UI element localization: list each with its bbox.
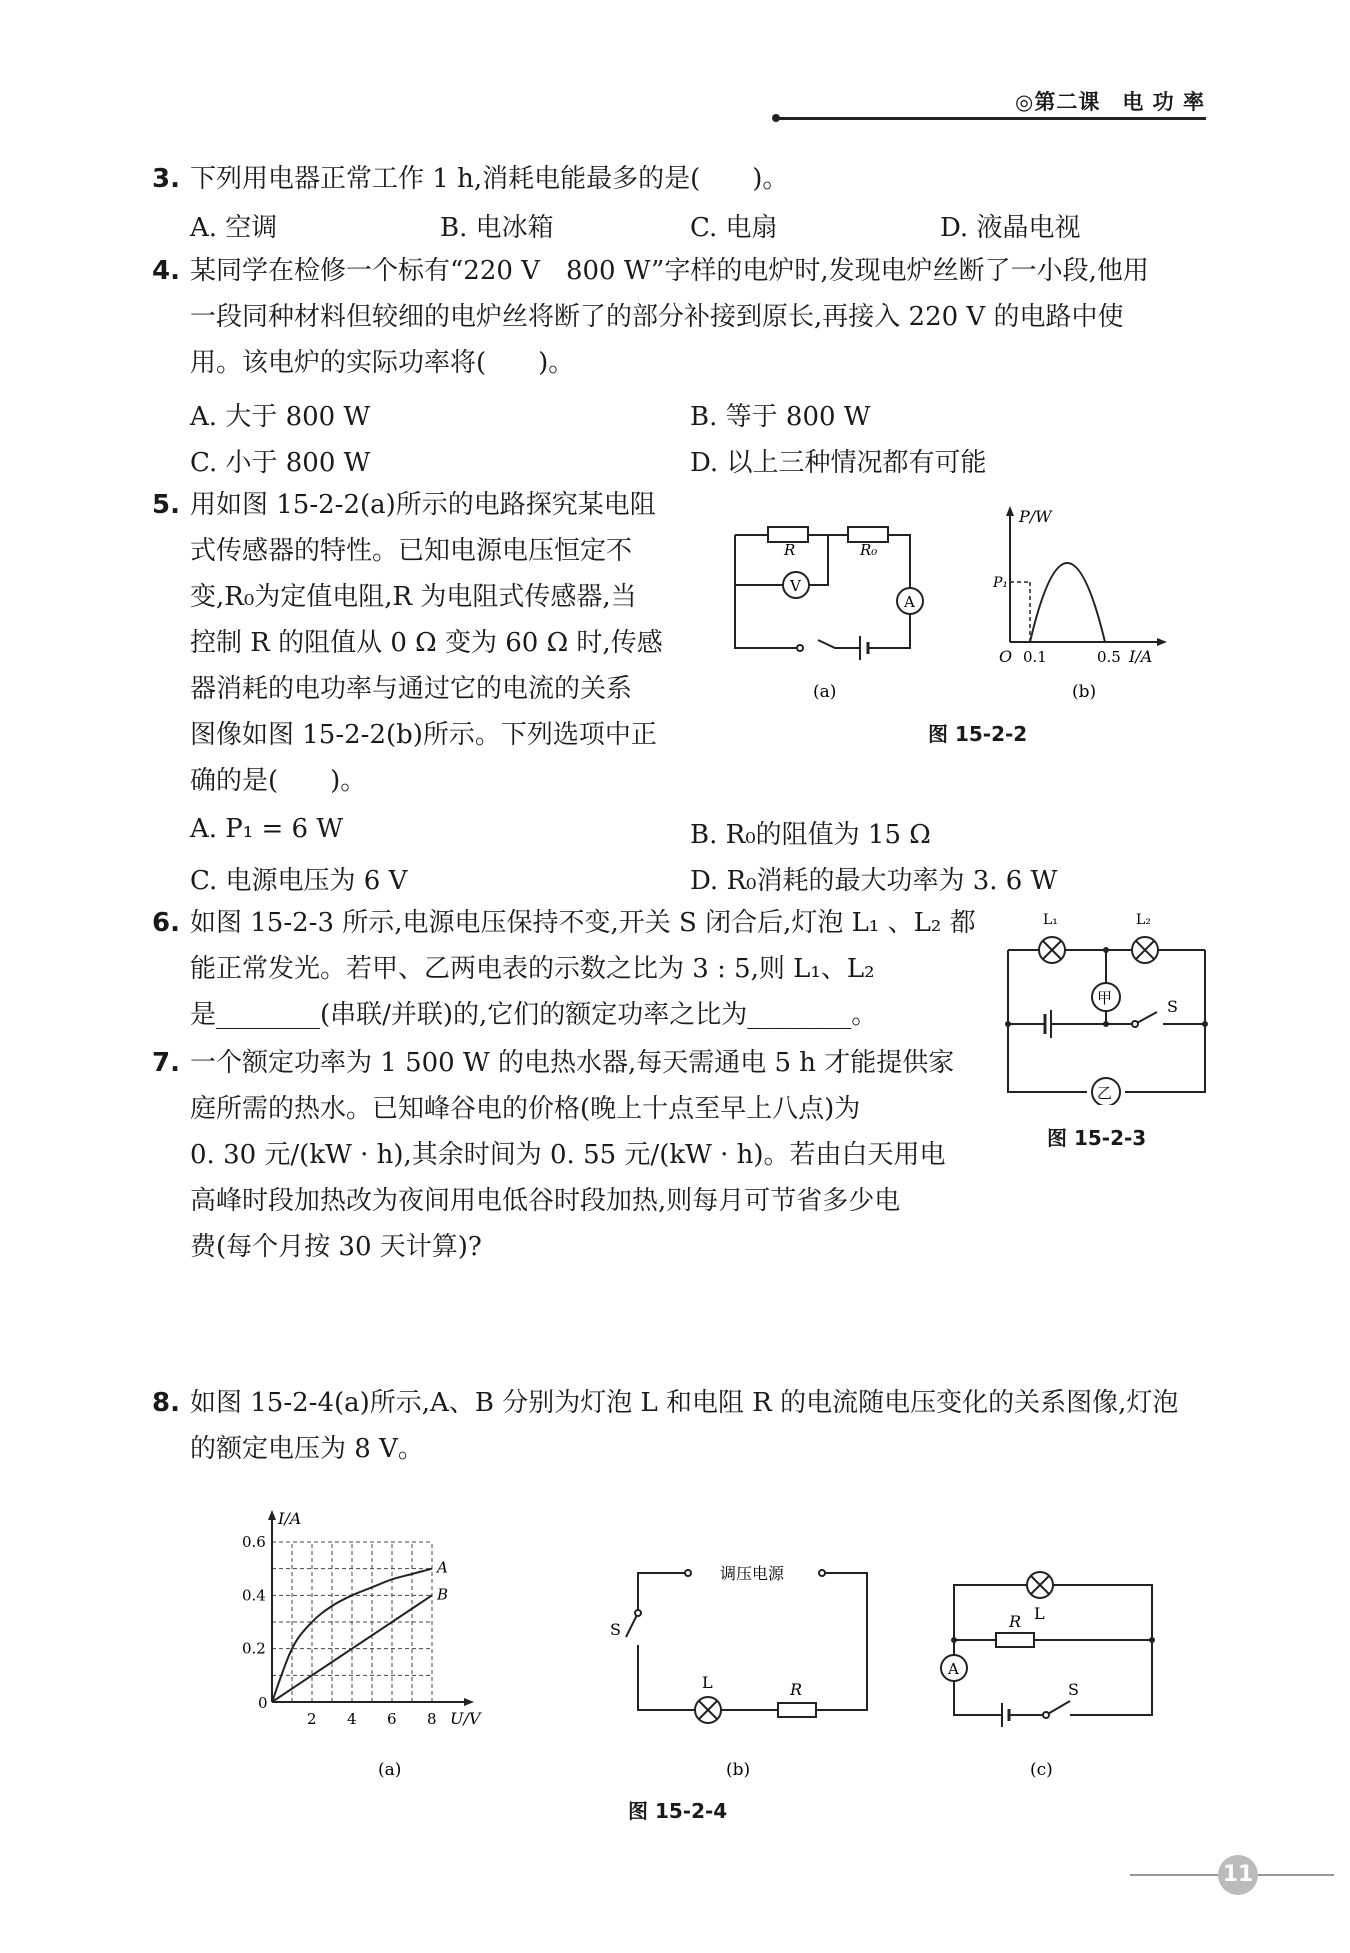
figure-caption: 图 15-2-4 xyxy=(628,1799,728,1823)
label-ammeter: A xyxy=(948,1660,959,1678)
question-line: 一个额定功率为 1 500 W 的电热水器,每天需通电 5 h 才能提供家 xyxy=(190,1048,955,1078)
question-number: 3. xyxy=(152,164,180,194)
figure-caption: 图 15-2-2 xyxy=(928,722,1028,746)
junction xyxy=(1149,1637,1155,1643)
p1-label: P₁ xyxy=(993,575,1009,591)
question-number: 6. xyxy=(152,908,180,938)
question-3 xyxy=(152,156,788,202)
x-tick-label: 6 xyxy=(387,1710,397,1728)
tick-label: 0.5 xyxy=(1097,648,1121,666)
label-a: A xyxy=(904,593,915,611)
y-axis-arrow xyxy=(1006,506,1014,516)
series-label-B: B xyxy=(437,1585,449,1604)
label-l: L xyxy=(1034,1604,1045,1623)
question-number: 5. xyxy=(152,490,180,520)
wire xyxy=(816,1573,867,1710)
switch xyxy=(818,640,860,648)
x-tick-label: 4 xyxy=(347,1710,357,1728)
wire xyxy=(888,535,910,588)
question-line: 一段同种材料但较细的电炉丝将断了的部分补接到原长,再接入 220 V 的电路中使 xyxy=(190,302,1124,332)
resistor-r0 xyxy=(848,527,888,542)
terminal xyxy=(819,1570,825,1576)
figure-15-2-3-circuit xyxy=(995,900,1220,1105)
x-axis-arrow xyxy=(1157,638,1167,646)
option-b: B. R₀的阻值为 15 Ω xyxy=(690,820,931,850)
question-4 xyxy=(152,248,1149,386)
question-line: 用如图 15-2-2(a)所示的电路探究某电阻 xyxy=(190,490,656,520)
label-s: S xyxy=(1167,997,1178,1016)
y-axis-label: P/W xyxy=(1019,507,1052,526)
question-line: 高峰时段加热改为夜间用电低谷时段加热,则每月可节省多少电 xyxy=(190,1186,901,1216)
chart-labels xyxy=(242,1509,482,1728)
question-line: 庭所需的热水。已知峰谷电的价格(晚上十点至早上八点)为 xyxy=(190,1094,861,1124)
label-l: L xyxy=(702,1673,713,1692)
wire xyxy=(954,1681,1002,1715)
label-r: R xyxy=(1009,1612,1022,1631)
x-axis-label: U/V xyxy=(450,1709,481,1728)
question-line: 费(每个月按 30 天计算)? xyxy=(190,1232,482,1262)
power-curve xyxy=(1030,563,1105,642)
question-7 xyxy=(152,1040,954,1270)
origin-label: O xyxy=(999,647,1013,666)
question-line: 控制 R 的阻值从 0 Ω 变为 60 Ω 时,传感 xyxy=(190,628,663,658)
wire xyxy=(868,614,910,648)
series-label-A: A xyxy=(437,1558,448,1577)
label-s: S xyxy=(610,1620,621,1639)
option-b: B. 电冰箱 xyxy=(440,213,554,243)
question-8 xyxy=(152,1380,1178,1472)
resistor-r xyxy=(996,1633,1034,1647)
chart-grid xyxy=(272,1542,432,1702)
section-header: ◎第二课 电 功 率 xyxy=(1015,90,1205,114)
figure-15-2-4a-chart xyxy=(230,1490,550,1790)
power-source-label: 调压电源 xyxy=(720,1564,785,1583)
origin-label: 0 xyxy=(258,1694,268,1712)
switch xyxy=(626,1613,638,1637)
option-d: D. 液晶电视 xyxy=(940,213,1081,243)
resistor-r xyxy=(778,1703,816,1717)
wire xyxy=(638,1573,688,1613)
figure-15-2-4c-circuit xyxy=(930,1555,1170,1785)
switch-terminal xyxy=(797,645,803,651)
label-jia: 甲 xyxy=(1097,989,1113,1007)
figure-15-2-2b-graph xyxy=(985,500,1195,710)
question-number: 8. xyxy=(152,1388,180,1418)
x-tick-label: 8 xyxy=(427,1710,437,1728)
question-line: 如图 15-2-3 所示,电源电压保持不变,开关 S 闭合后,灯泡 L₁ 、L₂ 都 xyxy=(190,908,976,938)
option-a: A. 大于 800 W xyxy=(190,402,371,432)
option-a: A. 空调 xyxy=(190,213,278,243)
x-axis-label: I/A xyxy=(1129,647,1153,666)
question-line: 变,R₀为定值电阻,R 为电阻式传感器,当 xyxy=(190,582,637,612)
question-line: 器消耗的电功率与通过它的电流的关系 xyxy=(190,674,633,704)
question-line: 是________(串联/并联)的,它们的额定功率之比为________。 xyxy=(190,1000,878,1030)
figure-caption: 图 15-2-3 xyxy=(1047,1126,1147,1150)
terminal xyxy=(685,1570,691,1576)
question-line: 图像如图 15-2-2(b)所示。下列选项中正 xyxy=(190,720,657,750)
switch-terminal xyxy=(635,1610,641,1616)
junction xyxy=(1103,947,1109,953)
footer-rule xyxy=(1258,1874,1334,1876)
subfig-label: (b) xyxy=(1072,682,1097,702)
subfig-label: (c) xyxy=(1030,1760,1053,1780)
label-r0: R₀ xyxy=(860,541,878,559)
junction xyxy=(1103,1021,1109,1027)
figure-15-2-4b-circuit xyxy=(600,1555,880,1785)
question-text: 下列用电器正常工作 1 h,消耗电能最多的是( )。 xyxy=(190,164,789,194)
figure-15-2-2a-circuit xyxy=(720,500,940,710)
question-6 xyxy=(152,900,976,1038)
y-tick-label: 0.6 xyxy=(242,1533,266,1551)
question-line: 的额定电压为 8 V。 xyxy=(190,1434,424,1464)
label-l1: L₁ xyxy=(1043,912,1058,928)
question-line: 式传感器的特性。已知电源电压恒定不 xyxy=(190,536,633,566)
junction xyxy=(1202,1021,1208,1027)
label-v: V xyxy=(790,577,801,595)
page-number: 11 xyxy=(1218,1855,1258,1895)
chart-axes xyxy=(268,1510,474,1706)
subfig-label: (a) xyxy=(378,1760,402,1780)
switch-terminal xyxy=(1043,1712,1049,1718)
label-l2: L₂ xyxy=(1136,912,1151,928)
y-tick-label: 0.4 xyxy=(242,1586,266,1605)
option-c: C. 小于 800 W xyxy=(190,448,371,478)
switch xyxy=(1046,1701,1070,1715)
header-rule xyxy=(778,117,1206,120)
switch-terminal xyxy=(1132,1021,1138,1027)
label-yi: 乙 xyxy=(1097,1084,1113,1102)
question-line: 如图 15-2-4(a)所示,A、B 分别为灯泡 L 和电阻 R 的电流随电压变化的关系图像,灯泡 xyxy=(190,1388,1179,1418)
question-number: 4. xyxy=(152,256,180,286)
resistor-r xyxy=(768,527,808,542)
y-axis-label: I/A xyxy=(278,1509,302,1528)
option-d: D. R₀消耗的最大功率为 3. 6 W xyxy=(690,866,1058,896)
y-axis-arrow xyxy=(268,1510,276,1520)
subfig-label: (b) xyxy=(726,1760,751,1780)
footer-rule xyxy=(1130,1874,1220,1876)
question-line: 用。该电炉的实际功率将( )。 xyxy=(190,348,575,378)
question-line: 能正常发光。若甲、乙两电表的示数之比为 3 : 5,则 L₁、L₂ xyxy=(190,954,875,984)
junction xyxy=(951,1637,957,1643)
tick-label: 0.1 xyxy=(1023,648,1047,666)
question-line: 确的是( )。 xyxy=(190,766,367,796)
x-axis-arrow xyxy=(464,1698,474,1706)
question-5 xyxy=(152,482,663,804)
question-line: 某同学在检修一个标有“220 V 800 W”字样的电炉时,发现电炉丝断了一小段,他用 xyxy=(190,256,1149,286)
label-r: R xyxy=(790,1680,803,1699)
question-line: 0. 30 元/(kW · h),其余时间为 0. 55 元/(kW · h)。若由白天用电 xyxy=(190,1140,946,1170)
junction xyxy=(1005,1021,1011,1027)
x-tick-label: 2 xyxy=(307,1710,317,1728)
option-b: B. 等于 800 W xyxy=(690,402,871,432)
question-number: 7. xyxy=(152,1048,180,1078)
wire xyxy=(809,535,828,585)
option-d: D. 以上三种情况都有可能 xyxy=(690,448,987,478)
wire xyxy=(1008,950,1087,1092)
y-tick-label: 0.2 xyxy=(242,1639,266,1658)
option-c: C. 电源电压为 6 V xyxy=(190,866,408,896)
label-r: R xyxy=(784,541,796,559)
label-s: S xyxy=(1068,1680,1079,1699)
wire xyxy=(638,1645,695,1710)
option-a: A. P₁ = 6 W xyxy=(190,814,344,844)
option-c: C. 电扇 xyxy=(690,213,778,243)
subfig-label: (a) xyxy=(813,682,837,702)
